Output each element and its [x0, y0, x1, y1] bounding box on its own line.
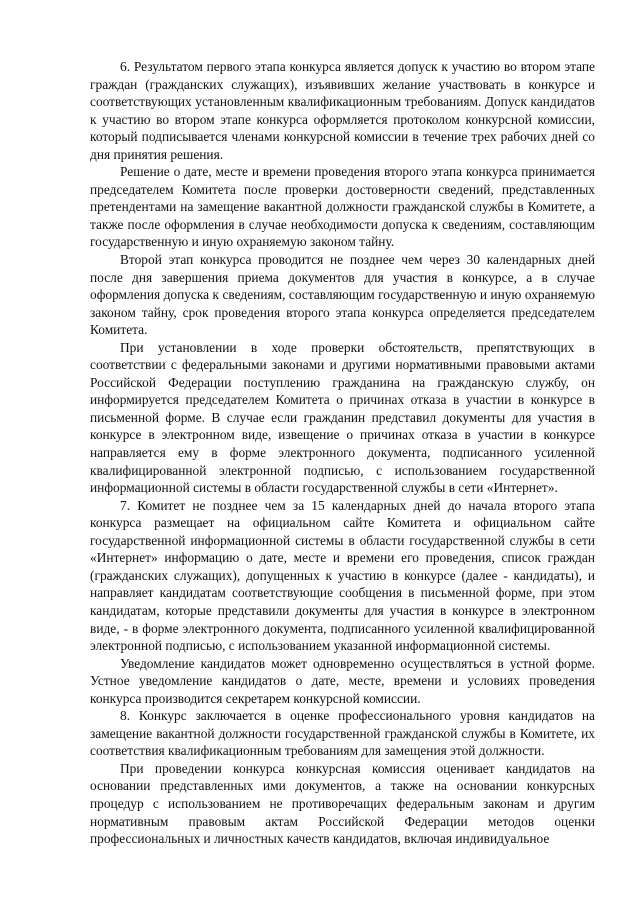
paragraph-refusal-notification: При установлении в ходе проверки обстоятельств, препятствующих в соответствии с федеральными законами и другими нормативными правовыми актами Российской Федерации поступлению гражданина на гражданскую службу, он информируется председателем Комитета о причинах отказа в участии в конкурсе в письменной форме. В случае если гражданин представил документы для участия в конкурсе в электронном виде, извещение о причинах отказа в участии в конкурсе направляется ему в форме электронного документа, подписанного усиленной квалифицированной электронной подписью, с использованием государственной информационной системы в области государственной службы в сети «Интернет».	[90, 339, 595, 496]
paragraph-evaluation-methods: При проведении конкурса конкурсная комиссия оценивает кандидатов на основании представленных ими документов, а также на основании конкурсных процедур с использованием не противоречащих федеральным законам и другим нормативным правовым актам Российской Федерации методов оценки профессиональных и личностных качеств кандидатов, включая индивидуальное	[90, 760, 595, 847]
paragraph-7-publication: 7. Комитет не позднее чем за 15 календарных дней до начала второго этапа конкурса размещает на официальном сайте Комитета и официальном сайте государственной информационной системы в области государственной службы в сети «Интернет» информацию о дате, месте и времени его проведения, список граждан (гражданских служащих), допущенных к участию в конкурсе (далее - кандидаты), и направляет кандидатам соответствующие сообщения в письменной форме, при этом кандидатам, которые представили документы для участия в конкурсе в электронном виде, - в форме электронного документа, подписанного усиленной квалифицированной электронной подписью, с использованием указанной информационной системы.	[90, 497, 595, 654]
paragraph-8-competition-assessment: 8. Конкурс заключается в оценке профессионального уровня кандидатов на замещение вакантной должности государственной гражданской службы в Комитете, их соответствия квалификационным требованиям для замещения этой должности.	[90, 708, 595, 759]
paragraph-6-first-stage-result: 6. Результатом первого этапа конкурса является допуск к участию во втором этапе граждан (гражданских служащих), изъявивших желание участвовать в конкурсе и соответствующих установленным квалификационным требованиям. Допуск кандидатов к участию во втором этапе конкурса оформляется протоколом конкурсной комиссии, который подписывается членами конкурсной комиссии в течение трех рабочих дней со дня принятия решения.	[90, 59, 595, 162]
paragraph-oral-notification: Уведомление кандидатов может одновременно осуществляться в устной форме. Устное уведомление кандидатов о дате, месте, времени и условиях проведения конкурса производится секретарем конкурсной комиссии.	[90, 655, 595, 706]
paragraph-second-stage-timing: Второй этап конкурса проводится не позднее чем через 30 календарных дней после дня завершения приема документов для участия в конкурсе, а в случае оформления допуска к сведениям, составляющим государственную и иную охраняемую законом тайну, срок проведения второго этапа конкурса определяется председателем Комитета.	[90, 252, 595, 338]
paragraph-second-stage-decision: Решение о дате, месте и времени проведения второго этапа конкурса принимается председателем Комитета после проверки достоверности сведений, представленных претендентами на замещение вакантной должности гражданской службы в Комитете, а также после оформления в случае необходимости допуска к сведениям, составляющим государственную и иную охраняемую законом тайну.	[90, 164, 595, 250]
document-body	[90, 58, 595, 848]
